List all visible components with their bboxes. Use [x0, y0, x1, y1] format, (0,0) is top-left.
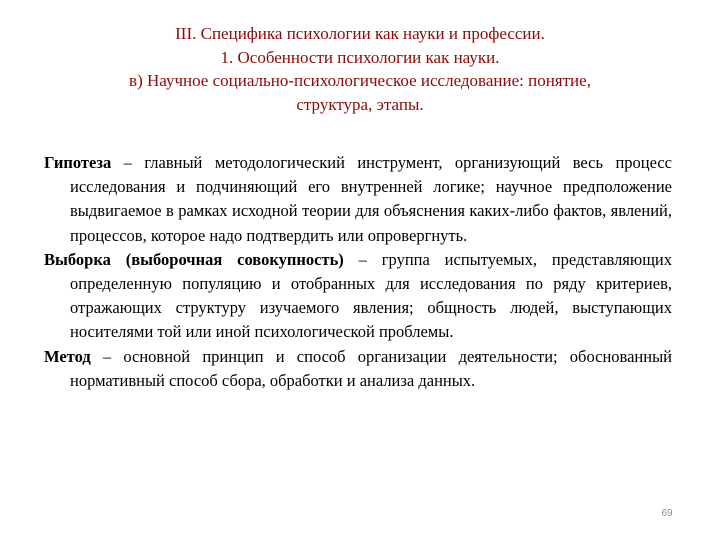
definition-term: Выборка (выборочная совокупность) [44, 249, 344, 269]
title-line-2: 1. Особенности психологии как науки. [220, 47, 500, 67]
definition-hypothesis [44, 151, 672, 248]
slide-number: 69 [661, 508, 673, 519]
definition-term: Метод [44, 346, 91, 366]
definitions-list [44, 151, 672, 393]
slide-title [60, 22, 660, 116]
definition-sample [44, 248, 672, 345]
definition-method [44, 345, 672, 393]
title-line-1: III. Специфика психологии как науки и профессии. [175, 24, 545, 43]
title-line-3: в) Научное социально-психологическое исследование: понятие, [129, 71, 591, 90]
definition-text: – основной принцип и способ организации деятельности; обоснованный нормативный способ сбора, обработки и анализа данных. [70, 346, 672, 390]
definition-text: – группа испытуемых, представляющих определенную популяцию и отобранных для исследования по ряду критериев, отражающих структуру изучаемого явления; общность людей, выступающих носителями той или иной психологической проблемы. [70, 249, 672, 342]
definition-text: – главный методологический инструмент, организующий весь процесс исследования и подчиняющий его внутренней логике; научное предположение выдвигаемое в рамках исходной теории для объяснения каких-либо фактов, явлений, процессов, которое надо подтвердить или опровергнуть. [70, 153, 672, 245]
definition-term: Гипотеза [44, 153, 112, 172]
title-line-4: структура, этапы. [296, 94, 424, 114]
